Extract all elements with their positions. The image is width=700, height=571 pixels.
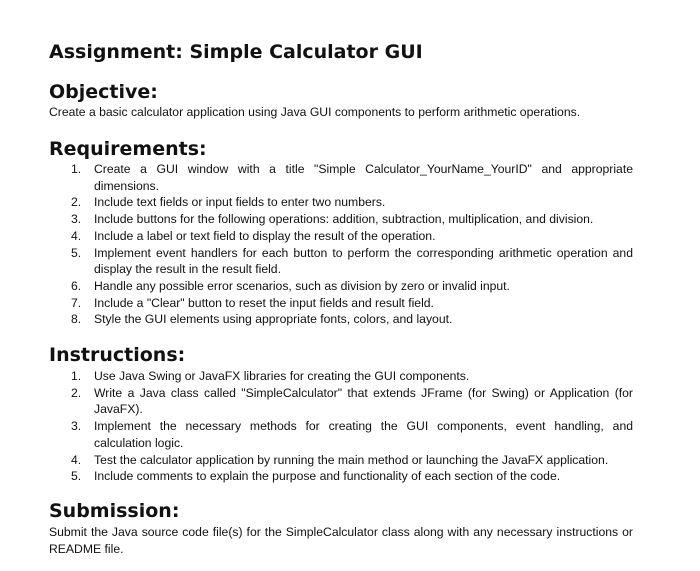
requirement-number: 1. — [71, 162, 82, 176]
requirement-number: 4. — [71, 228, 82, 243]
requirement-text: Include buttons for the following operations: addition, subtraction, multiplication, and division. — [94, 212, 594, 227]
requirement-number: 8. — [71, 312, 82, 327]
requirement-item — [49, 278, 633, 295]
requirement-number: 7. — [71, 295, 82, 310]
instruction-item — [49, 468, 633, 485]
objective-text: Create a basic calculator application using Java GUI components to perform arithmetic operations. — [49, 105, 581, 119]
requirement-item — [49, 295, 633, 312]
page-title: Assignment: Simple Calculator GUI — [49, 41, 423, 63]
requirement-text: Include text fields or input fields to enter two numbers. — [94, 195, 386, 210]
requirements-list — [49, 161, 633, 328]
requirement-text: Style the GUI elements using appropriate fonts, colors, and layout. — [94, 312, 453, 327]
instruction-text: Include comments to explain the purpose and functionality of each section of the code. — [94, 469, 561, 484]
instruction-text: Use Java Swing or JavaFX libraries for creating the GUI components. — [94, 369, 470, 383]
requirement-text: Implement event handlers for each button to perform the corresponding arithmetic operation and display the result in the result field. — [94, 245, 633, 277]
requirement-item — [49, 161, 633, 194]
requirement-text: Include a label or text field to display the result of the operation. — [94, 228, 436, 243]
instruction-item — [49, 452, 633, 469]
instruction-number: 1. — [71, 369, 82, 383]
requirements-heading: Requirements: — [49, 138, 207, 160]
instruction-number: 4. — [71, 452, 82, 467]
submission-text: Submit the Java source code file(s) for the SimpleCalculator class along with any necessary instructions or README file. — [49, 525, 633, 556]
instruction-number: 5. — [71, 469, 82, 484]
submission-heading: Submission: — [49, 500, 180, 522]
instruction-number: 3. — [71, 419, 82, 434]
requirement-item — [49, 311, 633, 328]
requirement-number: 3. — [71, 212, 82, 227]
instruction-item — [49, 368, 633, 385]
requirement-number: 5. — [71, 245, 82, 260]
requirement-text: Handle any possible error scenarios, such as division by zero or invalid input. — [94, 278, 510, 293]
requirement-item — [49, 194, 633, 211]
instructions-heading: Instructions: — [49, 344, 186, 366]
requirement-number: 6. — [71, 278, 82, 293]
requirement-item — [49, 245, 633, 278]
instruction-item — [49, 385, 633, 418]
instruction-number: 2. — [71, 385, 82, 400]
requirement-text: Include a "Clear" button to reset the input fields and result field. — [94, 295, 434, 310]
requirement-text: Create a GUI window with a title "Simple Calculator_YourName_YourID" and appropriate dimensions. — [94, 162, 633, 193]
requirement-item — [49, 211, 633, 228]
instruction-text: Implement the necessary methods for creating the GUI components, event handling, and calculation logic. — [94, 419, 633, 450]
instruction-item — [49, 418, 633, 451]
requirement-item — [49, 228, 633, 245]
instruction-text: Write a Java class called "SimpleCalculator" that extends JFrame (for Swing) or Application (for JavaFX). — [94, 385, 633, 417]
objective-heading: Objective: — [49, 81, 158, 103]
requirement-number: 2. — [71, 195, 82, 210]
instruction-text: Test the calculator application by running the main method or launching the JavaFX application. — [94, 452, 609, 467]
instructions-list — [49, 368, 633, 485]
